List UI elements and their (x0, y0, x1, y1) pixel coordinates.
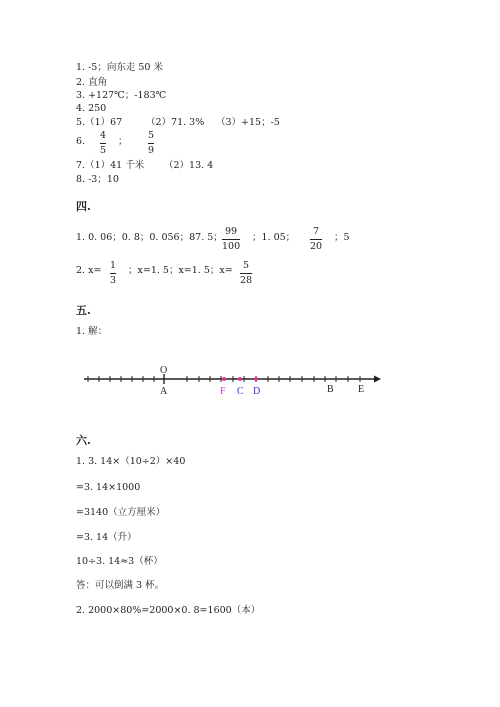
answer-line-5b: （2）71. 3% (146, 117, 205, 128)
answer-line-5a: 5.（1）67 (76, 117, 123, 128)
fraction-99-100: 99 100 (222, 226, 241, 252)
label-B: B (327, 384, 334, 395)
s6-line-5: 10÷3. 14≈3（杯） (76, 556, 163, 567)
number-line-arrow (374, 376, 381, 383)
s4-q1-end: ；5 (334, 232, 350, 243)
label-E: E (358, 384, 365, 395)
section-4-heading: 四. (76, 200, 91, 213)
label-A: A (160, 386, 168, 397)
section-5-heading: 五. (76, 304, 91, 317)
fraction-5-28: 5 28 (240, 260, 253, 286)
fraction-4-5: 4 5 (100, 130, 107, 156)
section-6-heading: 六. (76, 434, 91, 447)
label-C: C (237, 386, 244, 397)
answer-line-3: 3. +127℃；-183℃ (76, 90, 167, 101)
point-D-dot (254, 377, 258, 381)
s4-q2-b: ；x=1. 5；x=1. 5；x= (128, 265, 233, 276)
label-D: D (253, 386, 261, 397)
s6-line-4: =3. 14（升） (76, 532, 137, 543)
s6-line-2: =3. 14×1000 (76, 482, 141, 493)
fraction-5-9: 5 9 (148, 130, 155, 156)
s4-q1-mid: ；1. 05； (252, 232, 296, 243)
s5-q1: 1. 解： (76, 326, 108, 337)
fraction-7-20: 7 20 (310, 226, 323, 252)
label-O: O (160, 365, 168, 376)
fraction-1-3: 1 3 (110, 260, 117, 286)
s4-q2-a: 2. x= (76, 265, 102, 276)
point-C-dot (238, 377, 242, 381)
answer-line-8: 8. -3；10 (76, 174, 119, 185)
answer-line-7a: 7.（1）41 千米 (76, 160, 145, 171)
s6-line-3: =3140（立方厘米） (76, 507, 166, 518)
s6-line-1: 1. 3. 14×（10÷2）×40 (76, 456, 186, 467)
answer-line-6-label: 6. (76, 136, 86, 147)
s4-q1-text: 1. 0. 06；0. 8；0. 056；87. 5； (76, 232, 223, 243)
answer-line-5c: （3）+15；-5 (216, 117, 280, 128)
answer-line-4: 4. 250 (76, 103, 107, 114)
s6-line-6: 答：可以倒满 3 杯。 (76, 580, 165, 591)
answer-line-6-sep: ； (118, 136, 128, 147)
point-F-dot (222, 377, 226, 381)
answer-line-2: 2. 直角 (76, 77, 108, 88)
label-F: F (220, 386, 226, 397)
answer-line-1: 1. -5；向东走 50 米 (76, 62, 163, 73)
answer-line-7b: （2）13. 4 (164, 160, 214, 171)
s6-line-7: 2. 2000×80%=2000×0. 8=1600（本） (76, 605, 261, 616)
number-line (78, 362, 388, 402)
